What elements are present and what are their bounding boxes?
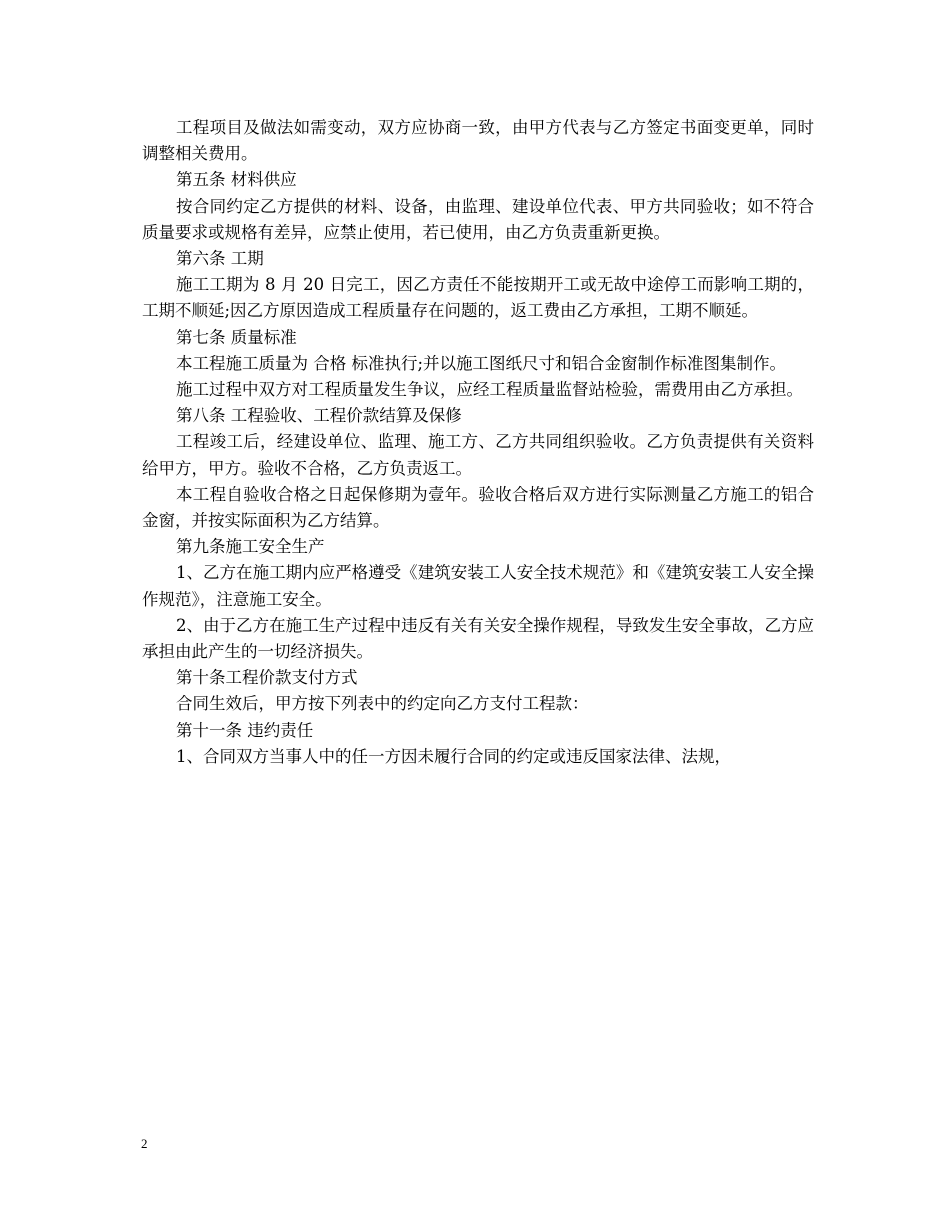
paragraph: 施工过程中双方对工程质量发生争议，应经工程质量监督站检验，需费用由乙方承担。 (176, 380, 803, 400)
section-heading: 第八条 工程验收、工程价款结算及保修 (176, 406, 462, 426)
paragraph: 本工程自验收合格之日起保修期为壹年。验收合格后双方进行实际测量乙方施工的铝合金窗，并按实际面积为乙方结算。 (142, 484, 814, 531)
section-heading: 第六条 工期 (176, 249, 264, 269)
paragraph: 本工程施工质量为 合格 标准执行;并以施工图纸尺寸和铝合金窗制作标准图集制作。 (176, 353, 787, 373)
section-heading: 第五条 材料供应 (176, 170, 297, 190)
section-heading: 第十条工程价款支付方式 (176, 668, 358, 688)
paragraph: 合同生效后，甲方按下列表中的约定向乙方支付工程款： (176, 694, 589, 714)
section-heading: 第七条 质量标准 (176, 327, 297, 347)
section-heading: 第十一条 违约责任 (176, 720, 314, 740)
paragraph: 工程竣工后，经建设单位、监理、施工方、乙方共同组织验收。乙方负责提供有关资料给甲方，甲方。验收不合格，乙方负责返工。 (142, 432, 814, 478)
section-heading: 第九条施工安全生产 (176, 537, 325, 557)
paragraph: 施工工期为 8 月 20 日完工，因乙方责任不能按期开工或无故中途停工而影响工期的，工期不顺延;因乙方原因造成工程质量存在问题的，返工费由乙方承担，工期不顺延。 (142, 275, 814, 321)
document-body (142, 115, 814, 770)
paragraph: 1、合同双方当事人中的任一方因未履行合同的约定或违反国家法律、法规， (176, 746, 731, 766)
paragraph: 工程项目及做法如需变动，双方应协商一致，由甲方代表与乙方签定书面变更单，同时调整相关费用。 (142, 118, 814, 164)
paragraph: 2、由于乙方在施工生产过程中违反有关有关安全操作规程，导致发生安全事故，乙方应承担由此产生的一切经济损失。 (142, 615, 814, 662)
paragraph: 1、乙方在施工期内应严格遵受《建筑安装工人安全技术规范》和《建筑安装工人安全操作规范》，注意施工安全。 (142, 563, 814, 609)
page-number: 2 (141, 1136, 148, 1151)
paragraph: 按合同约定乙方提供的材料、设备，由监理、建设单位代表、甲方共同验收；如不符合质量要求或规格有差异，应禁止使用，若已使用，由乙方负责重新更换。 (142, 196, 814, 242)
